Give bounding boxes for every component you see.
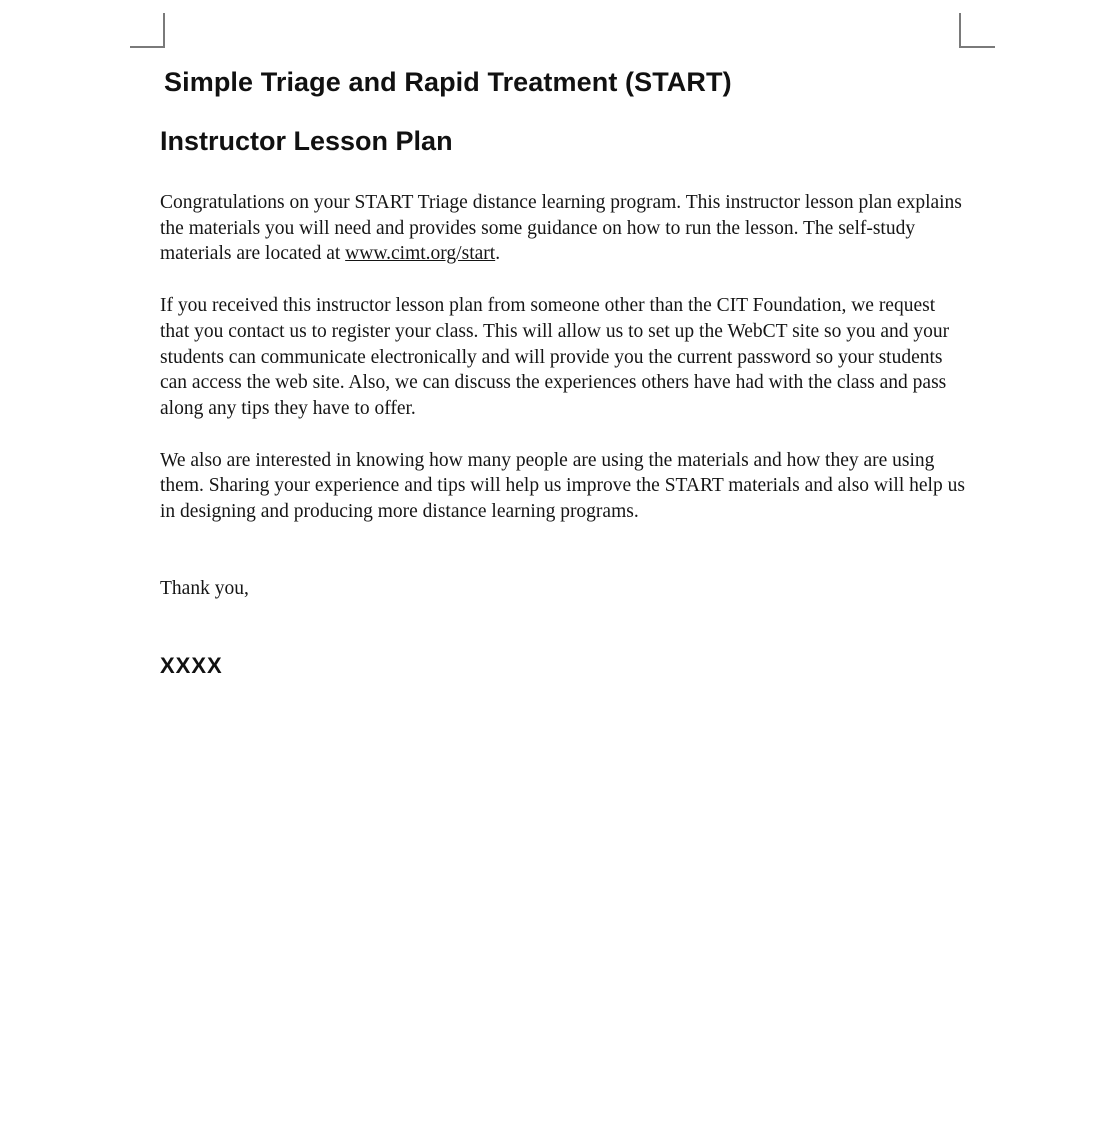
top-right-crop-mark [959, 13, 995, 48]
registration-paragraph: If you received this instructor lesson plan from someone other than the CIT Foundation, we request that you contact us to register your class. This will allow us to set up the WebCT site so you and your students can communicate electronically and will provide you the current password so your students can access the web site. Also, we can discuss the experiences others have had with the class and pass along any tips they have to offer. [160, 295, 950, 419]
intro-text: Congratulations on your START Triage distance learning program. This instructor lesson plan explains the materials you will need and provides some guidance on how to run the lesson. The self-study materials are located at [160, 192, 962, 265]
closing-line: Thank you, [160, 577, 249, 599]
materials-link[interactable]: www.cimt.org/start [345, 243, 496, 265]
document-title: Simple Triage and Rapid Treatment (START) [164, 67, 732, 97]
intro-paragraph [160, 190, 965, 267]
document-body [160, 62, 965, 681]
top-left-crop-mark [130, 13, 165, 48]
document-subtitle: Instructor Lesson Plan [160, 126, 453, 156]
intro-text-end: . [495, 243, 501, 265]
signature: XXXX [160, 652, 223, 678]
feedback-paragraph: We also are interested in knowing how many people are using the materials and how they are using them. Sharing your experience and tips will help us improve the START materials and also will help us in designing and producing more distance learning programs. [160, 449, 965, 523]
